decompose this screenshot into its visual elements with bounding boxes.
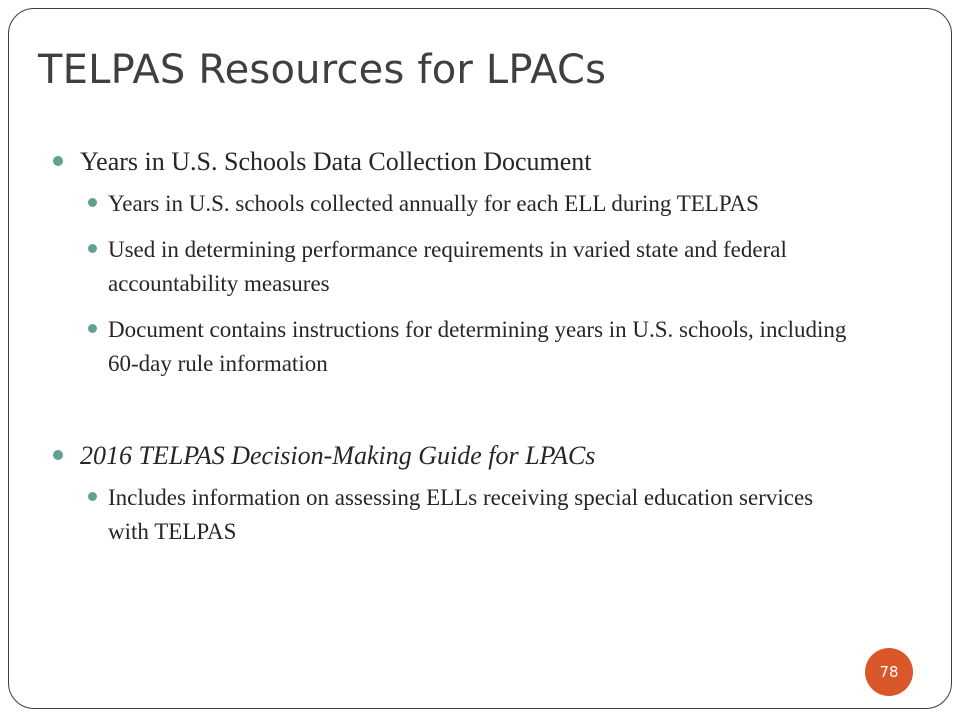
list-item [80, 233, 852, 301]
bullet-dot-icon [88, 324, 97, 333]
section-heading-text: 2016 TELPAS Decision-Making Guide for LPACs [80, 441, 596, 470]
bullet-dot-icon [53, 450, 63, 460]
section-heading-decision-making-guide [52, 439, 852, 473]
section-heading-years-in-us-schools [52, 145, 852, 179]
list-item-text: Years in U.S. schools collected annually for each ELL during TELPAS [108, 191, 759, 216]
list-item-text: Used in determining performance requirements in varied state and federal accountability measures [108, 237, 787, 296]
section-heading-text: Years in U.S. Schools Data Collection Document [80, 147, 592, 176]
slide-title: TELPAS Resources for LPACs [38, 47, 607, 93]
bullet-dot-icon [88, 492, 97, 501]
bullet-dot-icon [88, 198, 97, 207]
bullet-dot-icon [53, 156, 63, 166]
bullet-dot-icon [88, 244, 97, 253]
list-item [80, 187, 852, 221]
list-item-text: Includes information on assessing ELLs receiving special education services with TELPAS [108, 485, 814, 544]
page-number-badge: 78 [865, 648, 913, 696]
list-item [80, 481, 852, 549]
list-item-text: Document contains instructions for determining years in U.S. schools, including 60-day rule information [108, 317, 847, 376]
slide-content [52, 145, 852, 549]
list-item [80, 313, 852, 381]
